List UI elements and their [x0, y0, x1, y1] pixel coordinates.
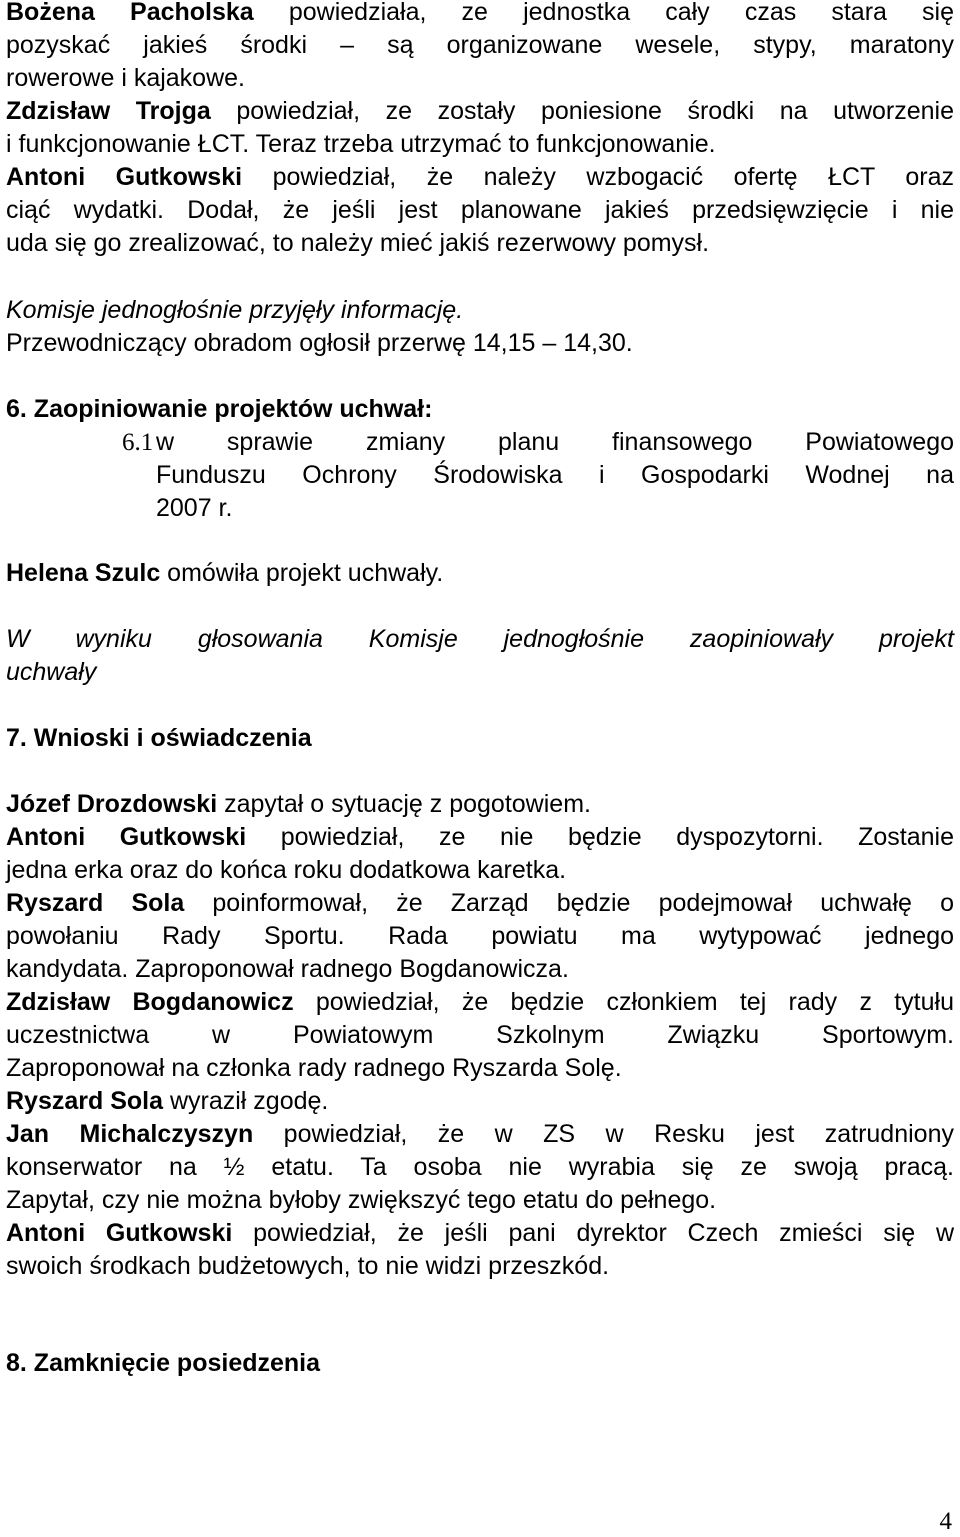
commissions-info: Komisje jednogłośnie przyjęły informację. [6, 296, 464, 324]
paragraph-line: uczestnictwa w Powiatowym Szkolnym Związku Sportowym. [6, 1021, 954, 1049]
text: powiedział, że jeśli pani dyrektor Czech zmieści się w [232, 1219, 955, 1247]
paragraph-line: Zaproponował na członka rady radnego Ryszarda Solę. [6, 1054, 622, 1082]
speaker-name: Antoni Gutkowski [6, 823, 247, 851]
page-number: 4 [939, 1508, 952, 1535]
paragraph-line: Zapytał, czy nie można byłoby zwiększyć tego etatu do pełnego. [6, 1186, 717, 1214]
speaker-name: Ryszard Sola [6, 889, 185, 917]
speaker-name: Zdzisław Trojga [6, 97, 211, 125]
text: wyraził zgodę. [163, 1087, 329, 1115]
text: powiedział, ze nie będzie dyspozytorni. Zostanie [246, 823, 955, 851]
speaker-name: Zdzisław Bogdanowicz [6, 988, 294, 1016]
text: powiedział, że należy wzbogacić ofertę ŁCT oraz [242, 163, 954, 191]
paragraph-line: jedna erka oraz do końca roku dodatkowa karetka. [6, 856, 567, 884]
break-note: Przewodniczący obradom ogłosił przerwę 14,15 – 14,30. [6, 329, 633, 357]
speaker-name: Antoni Gutkowski [6, 163, 243, 191]
paragraph-line [6, 986, 954, 1019]
speaker-name: Jan Michalczyszyn [6, 1120, 254, 1148]
speaker-name: Bożena Pacholska [6, 0, 254, 26]
speaker-name: Helena Szulc [6, 559, 161, 587]
section-8-heading: 8. Zamknięcie posiedzenia [6, 1349, 321, 1377]
section-7-heading: 7. Wnioski i oświadczenia [6, 724, 312, 752]
paragraph-line [6, 1085, 954, 1118]
paragraph-line: powołaniu Rady Sportu. Rada powiatu ma wytypować jednego [6, 922, 954, 950]
paragraph-line [6, 887, 954, 920]
item-line: Funduszu Ochrony Środowiska i Gospodarki Wodnej na [156, 461, 954, 489]
presenter-line [6, 557, 954, 590]
item-number: 6.1 [122, 429, 154, 456]
paragraph-line: ciąć wydatki. Dodał, że jeśli jest planowane jakieś przedsięwzięcie i nie [6, 196, 954, 224]
paragraph-line [6, 788, 954, 821]
paragraph-line: i funkcjonowanie ŁCT. Teraz trzeba utrzymać to funkcjonowanie. [6, 130, 716, 158]
paragraph-line [6, 821, 954, 854]
text: powiedział, ze zostały poniesione środki na utworzenie [210, 97, 954, 125]
text: omówiła projekt uchwały. [160, 559, 444, 587]
text: zapytał o sytuację z pogotowiem. [217, 790, 591, 818]
paragraph-line: konserwator na ½ etatu. Ta osoba nie wyrabia się ze swoją pracą. [6, 1153, 954, 1181]
paragraph-line [6, 161, 954, 194]
paragraph-line: rowerowe i kajakowe. [6, 64, 245, 92]
item-line: 2007 r. [156, 494, 233, 522]
speaker-name: Ryszard Sola [6, 1087, 164, 1115]
paragraph-line: kandydata. Zaproponował radnego Bogdanowicza. [6, 955, 569, 983]
text: powiedziała, ze jednostka cały czas stara się [253, 0, 955, 26]
paragraph-line: uda się go zrealizować, to należy mieć jakiś rezerwowy pomysł. [6, 229, 710, 257]
speaker-name: Józef Drozdowski [6, 790, 218, 818]
speaker-name: Antoni Gutkowski [6, 1219, 233, 1247]
text: powiedział, że w ZS w Resku jest zatrudniony [253, 1120, 954, 1148]
paragraph-line [6, 95, 954, 128]
vote-line: uchwały [6, 658, 97, 686]
paragraph-line [6, 0, 954, 29]
text: poinformował, że Zarząd będzie podejmował uchwałę o [184, 889, 954, 917]
paragraph-line: pozyskać jakieś środki – są organizowane wesele, stypy, maratony [6, 31, 954, 59]
item-line: w sprawie zmiany planu finansowego Powiatowego [156, 428, 954, 456]
paragraph-line: swoich środkach budżetowych, to nie widzi przeszkód. [6, 1252, 610, 1280]
vote-line: W wyniku głosowania Komisje jednogłośnie zaopiniowały projekt [6, 625, 954, 653]
paragraph-line [6, 1118, 954, 1151]
text: powiedział, że będzie członkiem tej rady z tytułu [293, 988, 954, 1016]
paragraph-line [6, 1217, 954, 1250]
section-6-heading: 6. Zaopiniowanie projektów uchwał: [6, 395, 433, 423]
